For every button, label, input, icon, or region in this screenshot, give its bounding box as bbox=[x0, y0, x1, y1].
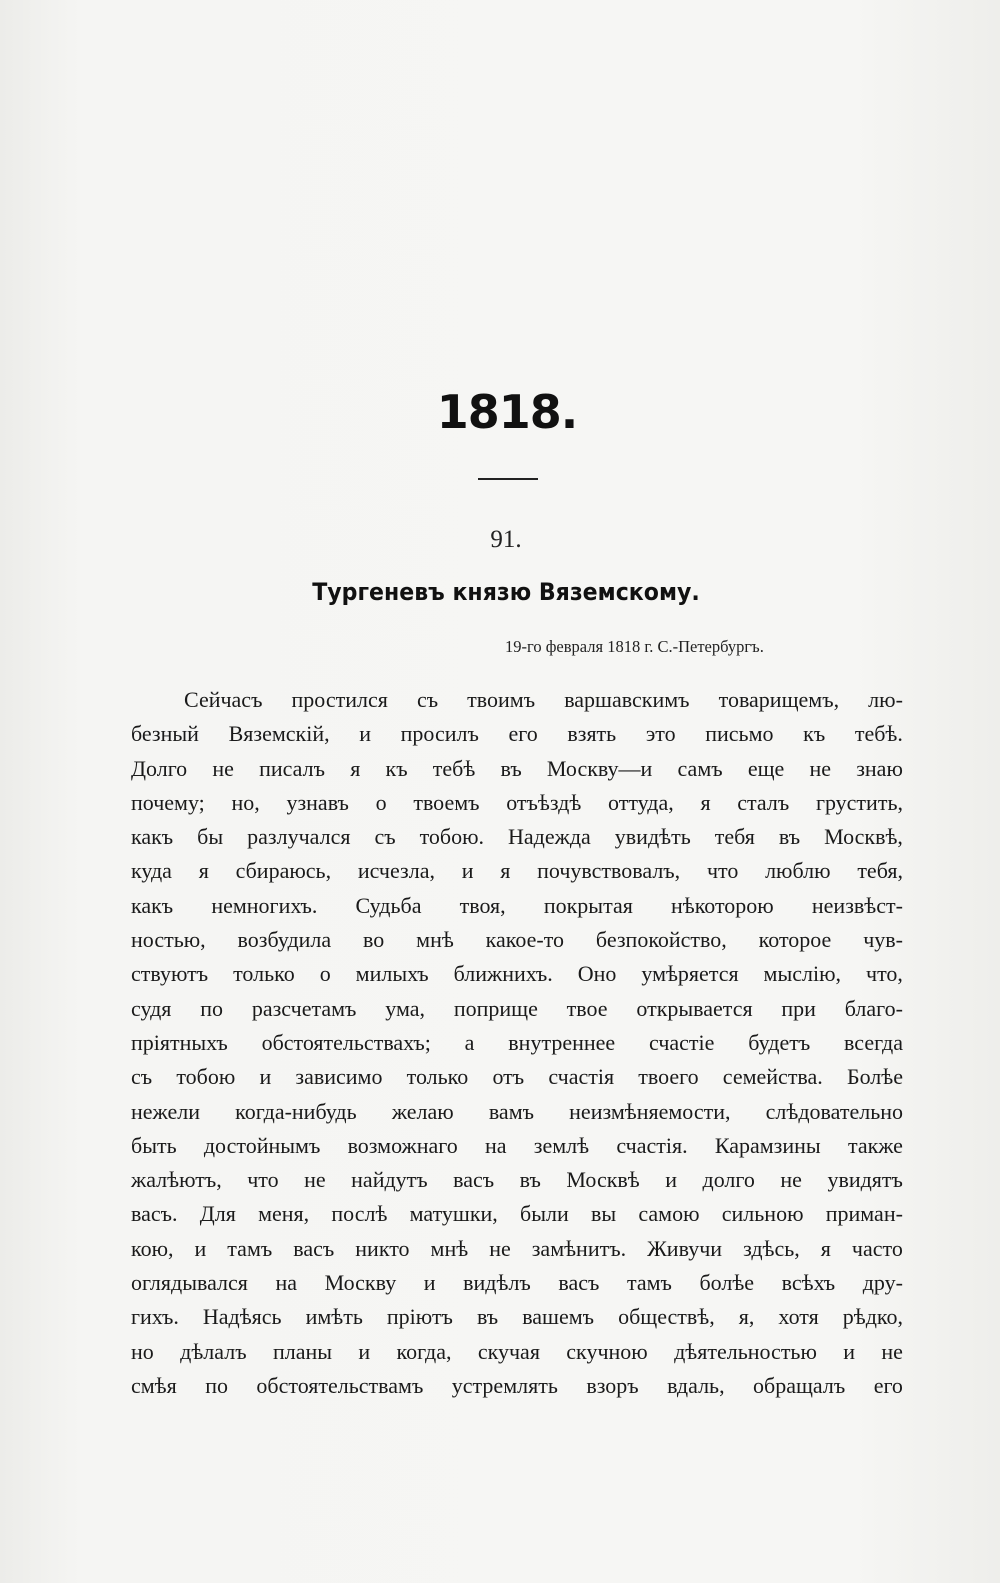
body-line: гихъ. Надѣясь имѣть пріютъ въ вашемъ обществѣ, я, хотя рѣдко, bbox=[131, 1304, 903, 1330]
body-line: какъ немногихъ. Судьба твоя, покрытая нѣкоторою неизвѣст- bbox=[131, 892, 903, 918]
body-line: смѣя по обстоятельствамъ устремлять взоръ вдаль, обращалъ его bbox=[131, 1372, 903, 1398]
body-line: безный Вяземскій, и просилъ его взять это письмо къ тебѣ. bbox=[131, 721, 903, 747]
body-line: нежели когда-нибудь желаю вамъ неизмѣняемости, слѣдовательно bbox=[131, 1098, 903, 1124]
body-line: кою, и тамъ васъ никто мнѣ не замѣнитъ. Живучи здѣсь, я часто bbox=[131, 1235, 903, 1261]
body-line: съ тобою и зависимо только отъ счастія твоего семейства. Болѣе bbox=[131, 1064, 903, 1090]
letter-heading: Тургеневъ князю Вяземскому. bbox=[312, 578, 700, 606]
body-line: пріятныхъ обстоятельствахъ; а внутреннее счастіе будетъ всегда bbox=[131, 1029, 903, 1055]
body-line: Долго не писалъ я къ тебѣ въ Москву—и самъ еще не знаю bbox=[131, 755, 903, 781]
body-line: судя по разсчетамъ ума, поприще твое открывается при благо- bbox=[131, 995, 903, 1021]
body-line: куда я сбираюсь, исчезла, и я почувствовалъ, что люблю тебя, bbox=[131, 858, 903, 884]
letter-body bbox=[131, 683, 903, 1403]
body-line: Сейчасъ простился съ твоимъ варшавскимъ товарищемъ, лю- bbox=[184, 687, 903, 712]
body-line: но дѣлалъ планы и когда, скучая скучною дѣятельностью и не bbox=[131, 1338, 903, 1364]
body-line: оглядывался на Москву и видѣлъ васъ тамъ болѣе всѣхъ дру- bbox=[131, 1270, 903, 1296]
divider-rule bbox=[478, 478, 538, 480]
year-heading: 1818. bbox=[436, 385, 578, 439]
letter-dateline: 19-го февраля 1818 г. С.-Петербургъ. bbox=[505, 637, 764, 656]
body-line: какъ бы разлучался съ тобою. Надежда увидѣть тебя въ Москвѣ, bbox=[131, 824, 903, 850]
letter-number: 91. bbox=[490, 526, 522, 553]
body-line: ностью, возбудила во мнѣ какое-то безпокойство, которое чув- bbox=[131, 927, 903, 953]
body-line: быть достойнымъ возможнаго на землѣ счастія. Карамзины также bbox=[131, 1132, 903, 1158]
body-line: жалѣютъ, что не найдутъ васъ въ Москвѣ и долго не увидятъ bbox=[131, 1167, 903, 1193]
body-line: почему; но, узнавъ о твоемъ отъѣздѣ оттуда, я сталъ грустить, bbox=[131, 789, 903, 815]
body-line: васъ. Для меня, послѣ матушки, были вы самою сильною приман- bbox=[131, 1201, 903, 1227]
body-line: ствуютъ только о милыхъ ближнихъ. Оно умѣряется мыслію, что, bbox=[131, 961, 903, 987]
